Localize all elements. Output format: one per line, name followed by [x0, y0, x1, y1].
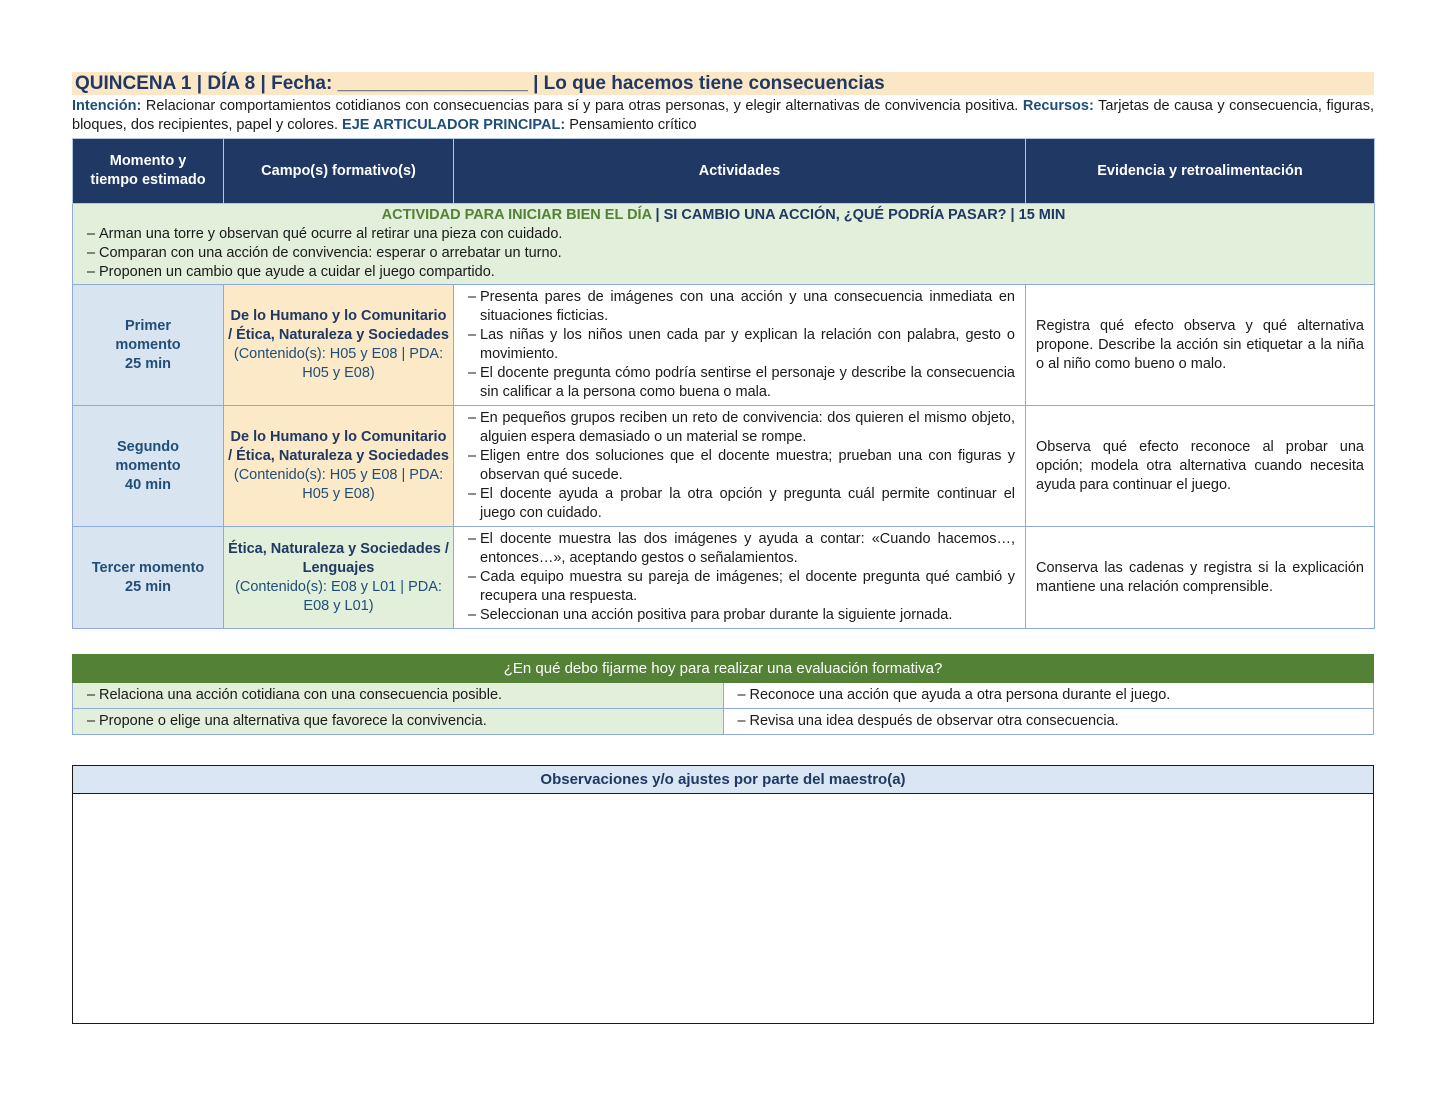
list-item: – El docente ayuda a probar la otra opción y pregunta cuál permite continuar el juego con cuidado. [468, 485, 1015, 523]
header-actividades: Actividades [454, 139, 1026, 204]
page-title: QUINCENA 1 | DÍA 8 | Fecha: __________________ | Lo que hacemos tiene consecuencias [72, 72, 1374, 95]
table-row [73, 527, 1375, 629]
list-item: – Eligen entre dos soluciones que el docente muestra; prueban una con figuras y observan qué sucede. [468, 447, 1015, 485]
activities-table [72, 138, 1375, 629]
activities-cell [454, 285, 1026, 406]
list-item: – Presenta pares de imágenes con una acción y una consecuencia inmediata en situaciones ficticias. [468, 288, 1015, 326]
intro-paragraph [72, 97, 1374, 135]
evaluation-item [73, 709, 724, 735]
evaluation-item [723, 709, 1374, 735]
eje-text: Pensamiento crítico [569, 117, 697, 133]
activities-cell [454, 527, 1026, 629]
campo-cell [224, 406, 454, 527]
opening-title-navy: | SI CAMBIO UNA ACCIÓN, ¿QUÉ PODRÍA PASAR? | 15 MIN [651, 207, 1066, 223]
campo-name: Ética, Naturaleza y Sociedades / Lenguajes [228, 540, 449, 576]
opening-title [87, 206, 1360, 225]
evaluation-row [73, 683, 1374, 709]
list-item: – Reconoce una acción que ayuda a otra persona durante el juego. [738, 686, 1360, 705]
intencion-label: Intención: [72, 98, 142, 114]
table-header-row [73, 139, 1375, 204]
table-row [73, 406, 1375, 527]
moment-cell [73, 527, 224, 629]
observations-box [72, 765, 1374, 1024]
evidence-cell: Conserva las cadenas y registra si la explicación mantiene una relación comprensible. [1026, 527, 1375, 629]
moment-name: Segundo momento [115, 438, 181, 474]
evaluation-item [73, 683, 724, 709]
eje-label: EJE ARTICULADOR PRINCIPAL: [342, 117, 566, 133]
recursos-text: Tarjetas de causa y consecuencia, figuras, bloques, dos recipientes, papel y colores. [72, 98, 1374, 133]
campo-name: De lo Humano y lo Comunitario / Ética, Naturaleza y Sociedades [228, 429, 449, 464]
evaluation-list [87, 712, 709, 731]
activities-cell [454, 406, 1026, 527]
opening-row [73, 204, 1375, 285]
list-item: – El docente pregunta cómo podría sentirse el personaje y describe la consecuencia sin calificar a la persona como buena o mala. [468, 364, 1015, 402]
moment-name: Primer momento [115, 317, 181, 353]
activities-list [468, 409, 1015, 523]
list-item: – En pequeños grupos reciben un reto de convivencia: dos quieren el mismo objeto, alguien espera demasiado o un material se rompe. [468, 409, 1015, 447]
list-item: – Seleccionan una acción positiva para probar durante la siguiente jornada. [468, 606, 1015, 625]
activities-list [468, 530, 1015, 625]
evaluation-list [738, 686, 1360, 705]
moment-time: 25 min [125, 355, 171, 372]
campo-name: De lo Humano y lo Comunitario / Ética, Naturaleza y Sociedades [228, 308, 449, 343]
list-item: – Cada equipo muestra su pareja de imágenes; el docente pregunta qué cambió y recupera una respuesta. [468, 568, 1015, 606]
table-row [73, 285, 1375, 406]
intencion-text: Relacionar comportamientos cotidianos con consecuencias para sí y para otras personas, y elegir alternativas de convivencia positiva. [145, 98, 1019, 114]
list-item: – Arman una torre y observan qué ocurre al retirar una pieza con cuidado. [87, 225, 1360, 244]
list-item: – Relaciona una acción cotidiana con una consecuencia posible. [87, 686, 709, 705]
evidence-cell: Observa qué efecto reconoce al probar una opción; modela otra alternativa cuando necesita ayuda para continuar el juego. [1026, 406, 1375, 527]
evidence-cell: Registra qué efecto observa y qué alternativa propone. Describe la acción sin etiquetar a la niña o al niño como bueno o malo. [1026, 285, 1375, 406]
evaluation-list [87, 686, 709, 705]
list-item: – Revisa una idea después de observar otra consecuencia. [738, 712, 1360, 731]
activities-list [468, 288, 1015, 402]
list-item: – Las niñas y los niños unen cada par y explican la relación con palabra, gesto o movimiento. [468, 326, 1015, 364]
observations-area[interactable] [73, 794, 1373, 1022]
campo-detail: (Contenido(s): E08 y L01 | PDA: E08 y L01) [235, 578, 442, 614]
observations-title: Observaciones y/o ajustes por parte del maestro(a) [73, 766, 1373, 794]
recursos-label: Recursos: [1022, 98, 1094, 114]
formative-evaluation-table [72, 654, 1374, 735]
opening-activity [73, 204, 1375, 285]
evaluation-header-row [73, 655, 1374, 683]
campo-detail: (Contenido(s): H05 y E08 | PDA: H05 y E08) [233, 346, 444, 381]
moment-cell [73, 406, 224, 527]
opening-list [87, 225, 1360, 282]
opening-title-green: ACTIVIDAD PARA INICIAR BIEN EL DÍA [381, 207, 652, 223]
list-item: – Proponen un cambio que ayude a cuidar el juego compartido. [87, 263, 1360, 282]
lesson-plan-page [72, 72, 1374, 735]
moment-time: 25 min [125, 578, 171, 595]
evaluation-title: ¿En qué debo fijarme hoy para realizar una evaluación formativa? [73, 655, 1374, 683]
moment-time: 40 min [125, 476, 171, 493]
list-item: – Propone o elige una alternativa que favorece la convivencia. [87, 712, 709, 731]
evaluation-item [723, 683, 1374, 709]
evaluation-row [73, 709, 1374, 735]
list-item: – Comparan con una acción de convivencia: esperar o arrebatar un turno. [87, 244, 1360, 263]
header-campo: Campo(s) formativo(s) [224, 139, 454, 204]
moment-cell [73, 285, 224, 406]
moment-name: Tercer momento [91, 559, 205, 576]
evaluation-list [738, 712, 1360, 731]
header-evidencia: Evidencia y retroalimentación [1026, 139, 1375, 204]
campo-cell [224, 527, 454, 629]
campo-cell [224, 285, 454, 406]
header-momento: Momento y tiempo estimado [73, 139, 224, 204]
campo-detail: (Contenido(s): H05 y E08 | PDA: H05 y E08) [233, 467, 444, 502]
list-item: – El docente muestra las dos imágenes y ayuda a contar: «Cuando hacemos…, entonces…», aceptando gestos o señalamientos. [468, 530, 1015, 568]
